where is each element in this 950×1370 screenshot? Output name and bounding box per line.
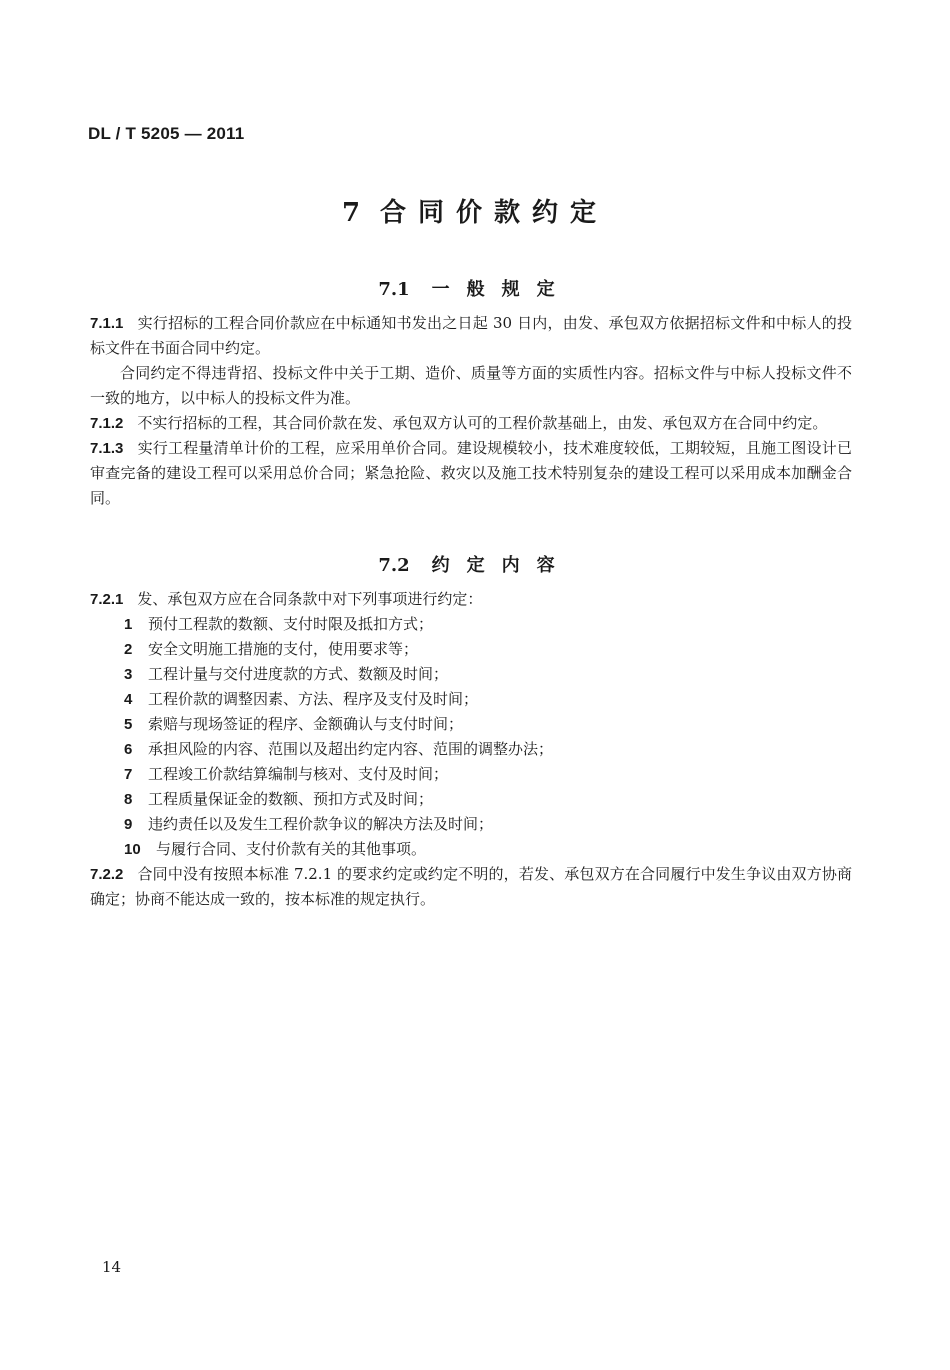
page-number: 14 [102,1258,122,1276]
clause-label: 7.1.3 [90,440,124,457]
clause-7-2-1 [90,587,852,612]
list-item-text: 工程竣工价款结算编制与核对、支付及时间； [148,765,449,783]
standard-code: DL / T 5205 — 2011 [88,124,245,143]
list-item-text: 与履行合同、支付价款有关的其他事项。 [156,840,427,858]
list-item-number: 10 [124,841,141,858]
clause-7-2-2 [90,862,852,912]
clause-text: 合同中没有按照本标准 7.2.1 的要求约定或约定不明的，若发、承包双方在合同履行中发生争议由双方协商确定；协商不能达成一致的，按本标准的规定执行。 [90,865,852,908]
section-body-7-2 [90,587,852,912]
list-item-9 [90,812,852,837]
clause-7-1-3 [90,436,852,511]
list-item-number: 1 [124,616,133,633]
section-body-7-1 [90,311,852,511]
list-item-number: 9 [124,816,133,833]
list-item-number: 7 [124,766,133,783]
list-item-number: 5 [124,716,133,733]
section-number: 7.1 [378,279,410,300]
list-item-1 [90,612,852,637]
clause-text: 发、承包双方应在合同条款中对下列事项进行约定： [137,590,483,608]
clause-text: 不实行招标的工程，其合同价款在发、承包双方认可的工程价款基础上，由发、承包双方在合同中约定。 [137,414,828,432]
clause-label: 7.2.1 [90,591,124,608]
chapter-title-text: 合同价款约定 [380,198,609,228]
list-item-text: 工程质量保证金的数额、预扣方式及时间； [148,790,434,808]
list-item-number: 4 [124,691,133,708]
list-item-6 [90,737,852,762]
list-item-text: 违约责任以及发生工程价款争议的解决方法及时间； [148,815,494,833]
clause-text: 实行招标的工程合同价款应在中标通知书发出之日起 30 日内，由发、承包双方依据招标文件和中标人的投标文件在书面合同中约定。 [90,314,852,357]
list-item-8 [90,787,852,812]
list-item-text: 承担风险的内容、范围以及超出约定内容、范围的调整办法； [148,740,554,758]
list-item-text: 索赔与现场签证的程序、金额确认与支付时间； [148,715,464,733]
list-item-text: 预付工程款的数额、支付时限及抵扣方式； [148,615,434,633]
clause-7-1-2 [90,411,852,436]
section-number: 7.2 [378,555,410,576]
section-title-7-1 [0,275,950,301]
clause-label: 7.1.1 [90,315,124,332]
clause-text: 实行工程量清单计价的工程，应采用单价合同。建设规模较小，技术难度较低，工期较短，且施工图设计已审查完备的建设工程可以采用总价合同；紧急抢险、救灾以及施工技术特别复杂的建设工程可以采用成本加酬金合同。 [90,439,852,507]
list-item-text: 工程计量与交付进度款的方式、数额及时间； [148,665,449,683]
list-item-number: 2 [124,641,133,658]
clause-label: 7.2.2 [90,866,124,883]
list-item-text: 安全文明施工措施的支付，使用要求等； [148,640,419,658]
chapter-number: 7 [341,198,361,228]
list-item-7 [90,762,852,787]
list-item-4 [90,687,852,712]
chapter-title [0,192,950,229]
list-item-number: 6 [124,741,133,758]
list-item-5 [90,712,852,737]
list-item-text: 工程价款的调整因素、方法、程序及支付及时间； [148,690,479,708]
section-title-text: 约定内容 [431,555,572,576]
list-item-number: 3 [124,666,133,683]
section-title-7-2 [0,551,950,577]
section-title-text: 一般规定 [431,279,572,300]
clause-label: 7.1.2 [90,415,124,432]
list-item-2 [90,637,852,662]
clause-7-1-1 [90,311,852,361]
list-item-number: 8 [124,791,133,808]
list-item-3 [90,662,852,687]
clause-7-1-1-paragraph-2: 合同约定不得违背招、投标文件中关于工期、造价、质量等方面的实质性内容。招标文件与中标人投标文件不一致的地方，以中标人的投标文件为准。 [90,364,852,407]
list-item-10 [90,837,852,862]
